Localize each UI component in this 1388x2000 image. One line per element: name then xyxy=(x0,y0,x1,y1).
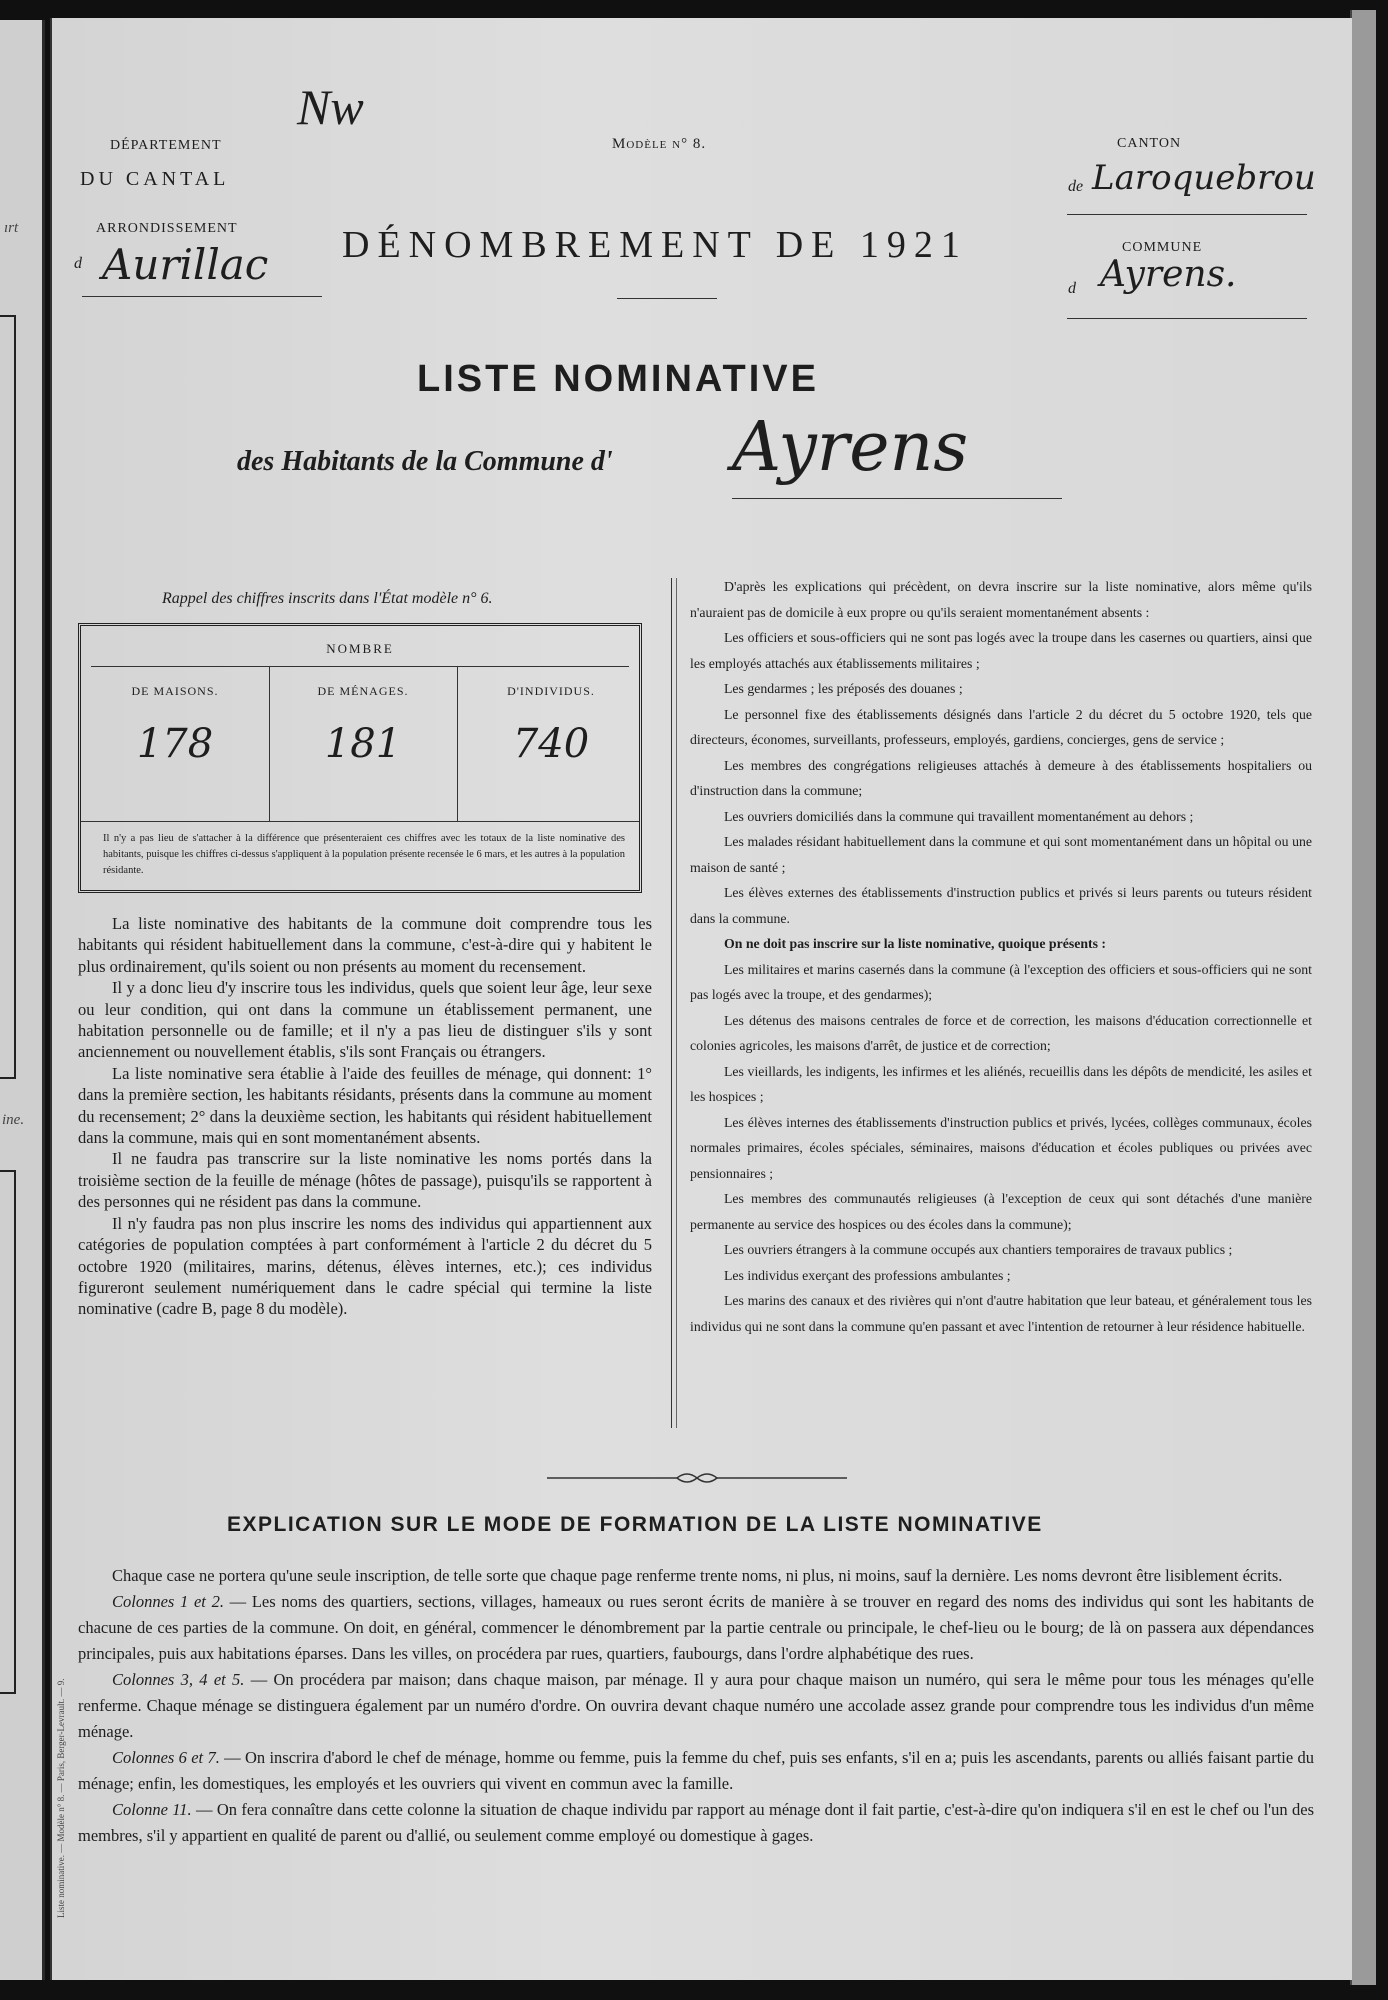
canton-prefix: de xyxy=(1068,178,1084,195)
adjacent-page-box xyxy=(0,315,16,1079)
arrondissement-prefix: d xyxy=(74,255,82,272)
explanation-text xyxy=(78,1563,1314,1849)
list-title: LISTE NOMINATIVE xyxy=(417,358,819,400)
canton-label: CANTON xyxy=(1117,136,1182,151)
paragraph: La liste nominative des habitants de la commune doit comprendre tous les habitants qui résident habituellement dans la commune, c'est-à-dire qui y habitent le plus ordinairement, qu'ils soient ou non présents au moment du recensement. xyxy=(78,914,652,976)
list-item: Les officiers et sous-officiers qui ne sont pas logés avec la troupe dans les casernes ou quartiers, ainsi que les employés attachés aux établissements militaires ; xyxy=(690,630,1312,671)
sub-title: des Habitants de la Commune d' xyxy=(237,446,613,477)
canton-line xyxy=(1067,214,1307,215)
paragraph xyxy=(78,1797,1314,1849)
commune-line xyxy=(1067,318,1307,319)
list-item: Les gendarmes ; les préposés des douanes ; xyxy=(724,681,963,696)
paragraph: Il y a donc lieu d'y inscrire tous les individus, quels que soient leur âge, leur sexe ou leur condition, qui ont dans la commune un établissement permanent, une habitation personnelle ou de famille; et il n'y a pas lieu de distinguer s'ils y sont anciennement ou nouvellement établis, s'ils sont Français ou étrangers. xyxy=(78,978,652,1062)
column-text: — Les noms des quartiers, sections, villages, hameaux ou rues seront écrits de manière à se trouver en regard des noms des individus qui sont les habitants de chacune de ces parties de la commune. On doit, en général, commencer le dénombrement par la partie centrale ou principale, le chef-lieu ou le bourg; de là on passera aux dépendances principales, puis aux habitations éparses. Dans les villes, on procédera par rues, quartiers, faubourgs, dans l'ordre alphabétique des rues. xyxy=(78,1592,1314,1663)
paragraph: Il n'y faudra pas non plus inscrire les noms des individus qui appartiennent aux catégories de population comptées à part conformément à l'article 2 du décret du 5 octobre 1920 (militaires, marins, détenus, élèves internes, etc.); ces individus figureront seulement numériquement dans le cadre spécial qui termine la liste nominative (cadre B, page 8 du modèle). xyxy=(78,1213,652,1319)
list-item: Les militaires et marins casernés dans la commune (à l'exception des officiers et sous-officiers qui ne sont pas logés avec la troupe, et des gendarmes); xyxy=(690,961,1312,1002)
adjacent-page-edge xyxy=(0,20,45,1980)
explanation-title: EXPLICATION SUR LE MODE DE FORMATION DE LA LISTE NOMINATIVE xyxy=(227,1513,1043,1536)
paragraph: D'après les explications qui précèdent, on devra inscrire sur la liste nominative, alors même qu'ils n'auraient pas de domicile à eux propre ou qu'ils seraient momentanément absents : xyxy=(690,579,1312,620)
left-instructions xyxy=(78,913,652,1320)
list-item: Les ouvriers étrangers à la commune occupés aux chantiers temporaires de travaux publics ; xyxy=(724,1242,1233,1257)
commune-label: COMMUNE xyxy=(1122,240,1203,255)
column-text: — On inscrira d'abord le chef de ménage, homme ou femme, puis la femme du chef, puis ses enfants, s'il en a; puis les ascendants, parents ou alliés faisant partie du ménage; enfin, les domestiques, les employés et les ouvriers qui vivent en commun avec la famille. xyxy=(78,1748,1315,1793)
ornament-divider xyxy=(547,1468,847,1488)
model-number: Modèle n° 8. xyxy=(612,136,707,152)
list-item: Les élèves internes des établissements d'instruction publics et privés, lycées, collèges communaux, écoles normales primaires, écoles spéciales, séminaires, maisons d'éducation et écoles publiques ou privées avec pensionnaires ; xyxy=(690,1114,1312,1181)
list-item: Le personnel fixe des établissements désignés dans l'article 2 du décret du 5 octobre 1920, tels que directeurs, économes, surveillants, professeurs, employés, gardiens, concierges, gens de service ; xyxy=(690,706,1312,747)
column-divider xyxy=(676,578,677,1428)
list-item: Les vieillards, les indigents, les infirmes et les aliénés, recueillis dans les dépôts de mendicité, les asiles et les hospices ; xyxy=(690,1063,1312,1104)
list-item: Les détenus des maisons centrales de force et de correction, les maisons d'éducation correctionnelle et colonies agricoles, les maisons d'arrêt, de justice et de correction; xyxy=(690,1012,1312,1053)
paragraph xyxy=(78,1589,1314,1667)
commune-prefix: d xyxy=(1068,280,1076,297)
list-item: Les membres des communautés religieuses (à l'exception de ceux qui sont détachés d'une manière permanente au service des hospices ou des écoles dans la commune); xyxy=(690,1191,1312,1232)
list-item: Les membres des congrégations religieuses attachés à demeure à des établissements hospitaliers ou d'instruction dans la commune; xyxy=(690,757,1312,798)
departement-label: DÉPARTEMENT xyxy=(110,138,222,153)
commune-handwritten: Ayrens. xyxy=(1100,254,1237,295)
column-text: — On procédera par maison; dans chaque maison, par ménage. Il y aura pour chaque maison un numéro, qui sera le même pour tous les ménages qu'elle renferme. Chaque ménage se distinguera également par un numéro d'ordre. On ouvrira devant chaque numéro une accolade assez grande pour comprendre tous les individus d'un même ménage. xyxy=(78,1670,1314,1741)
census-form-page xyxy=(50,18,1352,1980)
list-item: Les élèves externes des établissements d'instruction publics et privés si leurs parents ou tuteurs résident dans la commune. xyxy=(690,885,1312,926)
printer-imprint: Liste nominative. — Modèle n° 8. — Paris, Berger-Levrault. — 9. xyxy=(56,1678,66,1918)
count-maisons: 178 xyxy=(136,721,214,767)
sub-title-handwritten: Ayrens xyxy=(732,408,969,487)
count-menages: 181 xyxy=(324,721,402,767)
count-individus: 740 xyxy=(512,721,590,767)
arrondissement-line xyxy=(82,296,322,297)
count-box-rule xyxy=(91,666,629,667)
count-box-col-label: DE MÉNAGES. xyxy=(317,684,409,698)
sub-title-line xyxy=(732,498,1062,499)
column-divider xyxy=(671,578,672,1428)
count-box-note: Il n'y a pas lieu de s'attacher à la différence que présenteraient ces chiffres avec les totaux de la liste nominative des habitants, puisque les chiffres ci-dessus s'appliquent à la population présente recensée le 6 mars, et les autres à la population résidante. xyxy=(103,833,625,876)
paragraph: La liste nominative sera établie à l'aide des feuilles de ménage, qui donnent: 1° dans la première section, les habitants résidants, présents dans la commune au moment du recensement; 2° dans la deuxième section, les habitants qui résident habituellement dans la commune, mais qui en sont momentanément absents. xyxy=(78,1063,652,1148)
arrondissement-handwritten: Aurillac xyxy=(102,240,269,289)
right-instructions xyxy=(690,574,1312,1339)
column-text: — On fera connaître dans cette colonne la situation de chaque individu par rapport au ménage dont il fait partie, c'est-à-dire qu'on indiquera s'il en est le chef ou l'un des membres, s'il y appartient en qualité de parent ou d'allié, ou seulement comme employé ou domestique à gages. xyxy=(78,1800,1314,1845)
adjacent-page-box xyxy=(0,1170,16,1694)
paragraph: Chaque case ne portera qu'une seule inscription, de telle sorte que chaque page renferme trente noms, ni plus, ni moins, sauf la dernière. Les noms devront être lisiblement écrits. xyxy=(112,1566,1283,1585)
adjacent-page-fragment: ırt xyxy=(4,220,19,236)
count-box-col-label: D'INDIVIDUS. xyxy=(507,684,595,698)
column-label: Colonnes 1 et 2. xyxy=(112,1592,224,1611)
count-box-rule xyxy=(81,821,639,822)
paragraph xyxy=(78,1667,1314,1745)
paragraph xyxy=(78,1745,1314,1797)
recall-caption: Rappel des chiffres inscrits dans l'État modèle n° 6. xyxy=(162,590,493,607)
column-label: Colonnes 6 et 7. xyxy=(112,1748,220,1767)
list-item: Les ouvriers domiciliés dans la commune qui travaillent momentanément au dehors ; xyxy=(724,808,1194,824)
departement-value: DU CANTAL xyxy=(80,168,230,190)
list-item: Les individus exerçant des professions ambulantes ; xyxy=(724,1267,1011,1283)
count-box-heading: NOMBRE xyxy=(326,641,394,656)
handwritten-mark: Nw xyxy=(297,79,364,135)
count-box-col-label: DE MAISONS. xyxy=(131,684,219,698)
list-item: Les malades résidant habituellement dans la commune et qui sont momentanément dans un hôpital ou une maison de santé ; xyxy=(690,834,1312,875)
count-box xyxy=(78,623,642,893)
page-title: DÉNOMBREMENT DE 1921 xyxy=(342,224,968,266)
page-stack-edge xyxy=(1350,10,1376,1985)
column-label: Colonnes 3, 4 et 5. xyxy=(112,1670,245,1689)
exclude-heading: On ne doit pas inscrire sur la liste nominative, quoique présents : xyxy=(724,936,1107,951)
paragraph: Il ne faudra pas transcrire sur la liste nominative les noms portés dans la troisième section de la feuille de ménage (hôtes de passage), puisqu'ils se rapportent à des personnes qui ne résident pas dans la commune. xyxy=(78,1149,652,1212)
adjacent-page-fragment: ine. xyxy=(2,1112,25,1128)
canton-handwritten: Laroquebrou xyxy=(1092,158,1316,198)
title-rule xyxy=(617,298,717,299)
column-label: Colonne 11. xyxy=(112,1800,192,1819)
arrondissement-label: ARRONDISSEMENT xyxy=(96,221,238,236)
list-item: Les marins des canaux et des rivières qui n'ont d'autre habitation que leur bateau, et généralement tous les individus qui ne sont dans la commune qu'en passant et avec l'intention de retourner à leur résidence habituelle. xyxy=(690,1293,1312,1334)
